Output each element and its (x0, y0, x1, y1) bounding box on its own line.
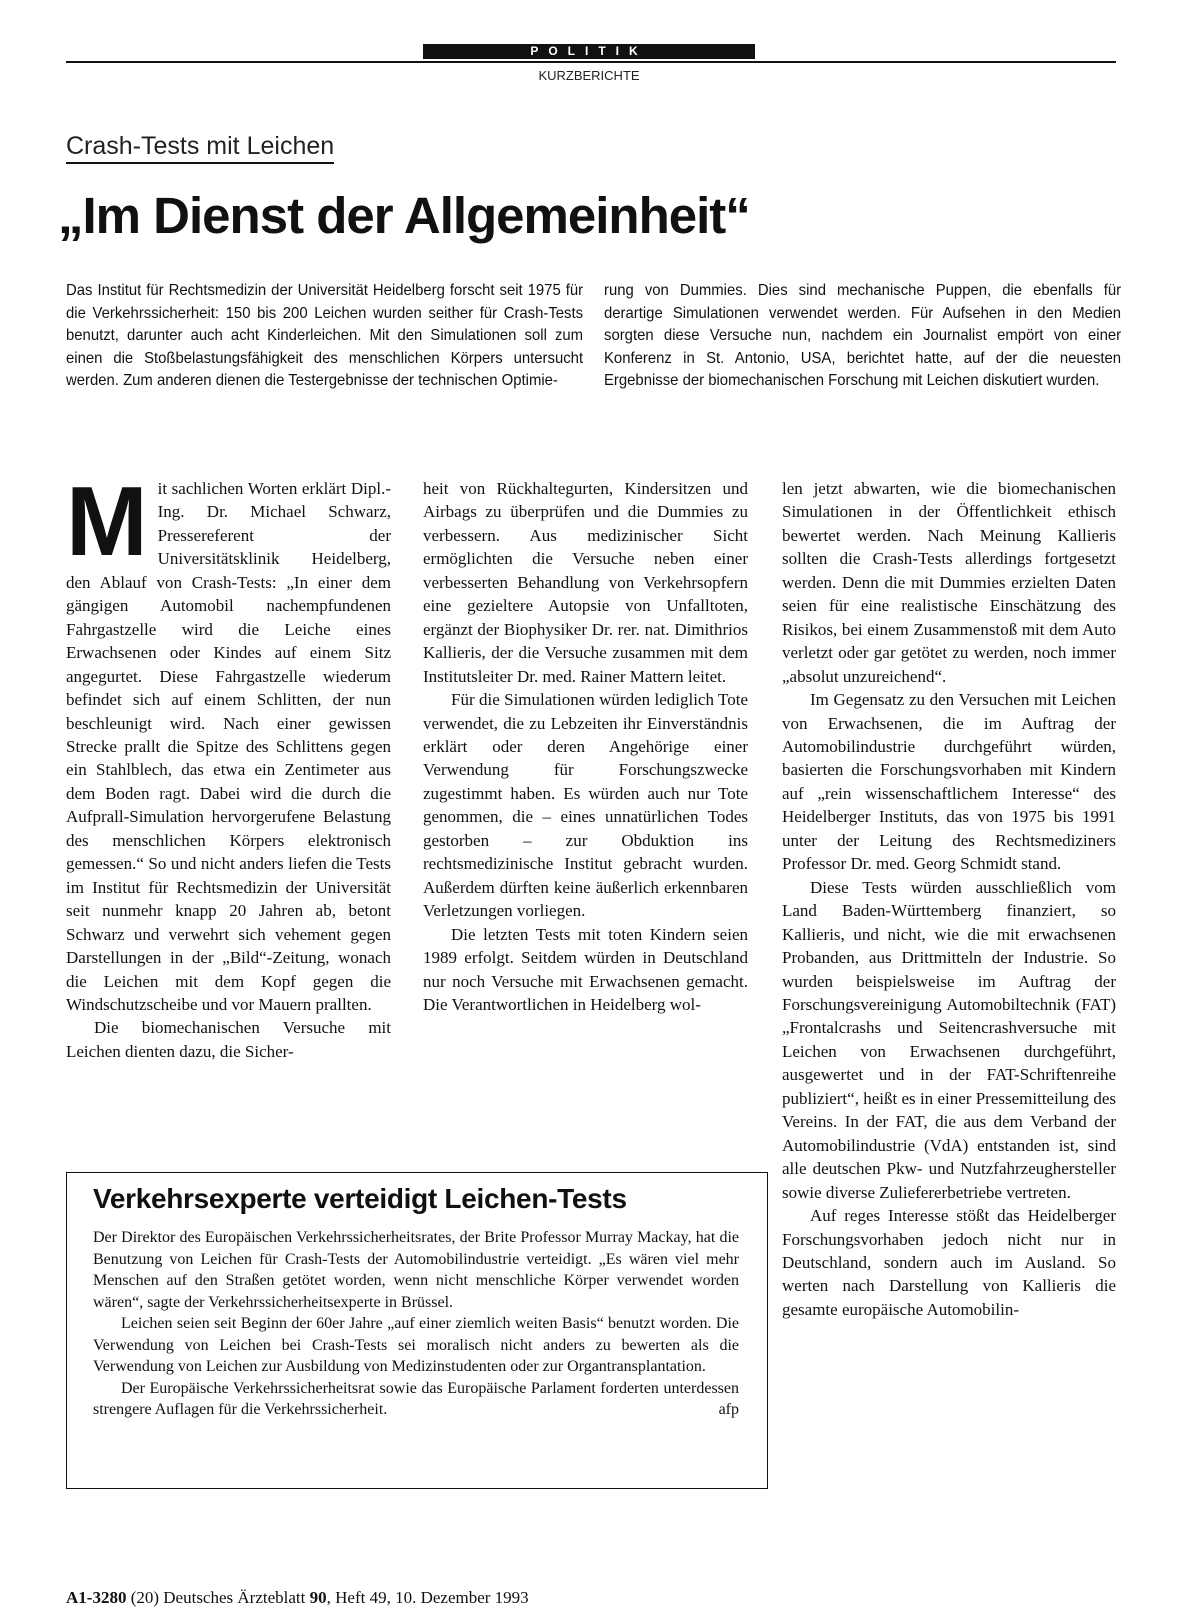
page-footer (66, 1588, 529, 1608)
journal-name: (20) Deutsches Ärzteblatt (130, 1588, 306, 1607)
section-label: POLITIK (423, 44, 755, 59)
body-text: it sachlichen Worten erklärt Dipl.-Ing. Dr. Michael Schwarz, Pressereferent der Universitätsklinik Heidelberg, den Ablauf von Crash-Tests: „In einer dem gängigen Automobil nachempfundenen Fahrgastzelle wird die Leiche eines Erwachsenen oder Kindes auf einem Sitz angegurtet. Diese Fahrgastzelle wiederum befindet sich auf einem Schlitten, der nun beschleunigt wird. Nach einer gewissen Strecke prallt die Spitze des Schlittens gegen ein Stahlblech, das etwa ein Zentimeter aus dem Boden ragt. Dabei wird die durch die Aufprall-Simulation hervorgerufene Belastung des menschlichen Körpers elektronisch gemessen.“ So und nicht anders liefen die Tests im Institut für Rechtsmedizin der Universität seit nunmehr knapp 20 Jahren ab, betont Schwarz und verwehrt sich vehement gegen Darstellungen in der „Bild“-Zeitung, wonach die Leichen mit dem Kopf gegen die Windschutzscheibe und vor Mauern prallten. (66, 479, 391, 1014)
sidebar-text: Der Europäische Verkehrssicherheitsrat sowie das Europäische Parlament forderten unterdessen strengere Auflagen für die Verkehrssicherheit. (93, 1379, 739, 1418)
sidebar-box (66, 1172, 768, 1489)
lead-paragraph-right: rung von Dummies. Dies sind mechanische Puppen, die ebenfalls für derartige Simulationen verwendet werden. Für Aufsehen in den Medien sorgten diese Versuche nun, nachdem ein Journalist empört von einer Konferenz in St. Antonio, USA, berichtet hatte, auf der die neuesten Ergebnisse der biomechanischen Forschung mit Leichen diskutiert wurden. (604, 282, 1122, 390)
sidebar-paragraph: Der Direktor des Europäischen Verkehrssicherheitsrates, der Brite Professor Murray Mackay, hat die Benutzung von Leichen für Crash-Tests der Automobilindustrie verteidigt. „Es wären viel mehr Menschen auf den Straßen getötet worden, wenn nicht menschliche Körper verwendet worden wären“, sagte der Verkehrssicherheitsexperte in Brüssel. (93, 1229, 739, 1311)
article-headline: „Im Dienst der Allgemeinheit“ (58, 187, 750, 244)
sidebar-title: Verkehrsexperte verteidigt Leichen-Tests (93, 1183, 627, 1214)
body-paragraph (66, 466, 391, 1016)
sidebar-credit: afp (718, 1401, 739, 1418)
subsection-label: KURZBERICHTE (538, 68, 640, 83)
body-paragraph: heit von Rückhaltegurten, Kindersitzen und Airbags zu überprüfen und die Dummies zu verbessern. Aus medizinischer Sicht ermöglichten die Versuche neben einer verbesserten Behandlung von Verkehrsopfern eine gezieltere Autopsie von Unfalltoten, ergänzt der Biophysiker Dr. rer. nat. Dimithrios Kallieris, der die Versuche zusammen mit dem Institutsleiter Dr. med. Rainer Mattern leitet. (423, 479, 748, 686)
body-paragraph: Für die Simulationen würden lediglich Tote verwendet, die zu Lebzeiten ihr Einverständnis erklärt oder deren Angehörige einer Verwendung für Forschungszwecke zugestimmt haben. Es würden auch nur Tote genommen, die – eines unnatürlichen Todes gestorben – zur Obduktion ins rechtsmedizinische Institut gebracht wurden. Außerdem dürften keine äußerlich erkennbaren Verletzungen vorliegen. (423, 690, 748, 921)
sidebar-paragraph: Leichen seien seit Beginn der 60er Jahre „auf einer ziemlich weiten Basis“ benutzt worden. Die Verwendung von Leichen bei Crash-Tests sei moralisch nicht anders zu bewerten als die Verwendung von Leichen zur Ausbildung von Medizinstudenten oder zur Organtransplantation. (93, 1315, 739, 1375)
body-column-1 (66, 466, 391, 1063)
body-paragraph: Die biomechanischen Versuche mit Leichen dienten dazu, die Sicher- (66, 1018, 391, 1061)
journal-volume: 90 (309, 1588, 327, 1607)
body-paragraph: Diese Tests würden ausschließlich vom Land Baden-Württemberg finanziert, so Kallieris, und nicht, wie die mit erwachsenen Probanden, aus Drittmitteln der Industrie. So wurden beispielsweise im Auftrag der Forschungsvereinigung Automobiltechnik (FAT) „Frontalcrashs und Seitencrashversuche mit Leichen von Erwachsenen durchgeführt, ausgewertet und in der FAT-Schriftenreihe publiziert“, heißt es in einer Pressemitteilung des Vereins. In der FAT, die aus dem Verband der Automobilindustrie (VdA) entstanden ist, sind alle deutschen Pkw- und Nutzfahrzeughersteller sowie diverse Zuliefererbetriebe vertreten. (782, 877, 1116, 1202)
sidebar-paragraph (93, 1378, 739, 1421)
body-paragraph: len jetzt abwarten, wie die biomechanischen Simulationen in der Öffentlichkeit ethisch bewertet werden. Nach Meinung Kallieris sollten die Crash-Tests allerdings fortgesetzt werden. Denn die mit Dummies erzielten Daten seien für eine realistische Einschätzung des Risikos, bei einem Zusammenstoß mit dem Auto verletzt oder gar getötet zu werden, noch immer „absolut unzureichend“. (782, 479, 1116, 686)
page-id: A1-3280 (66, 1588, 127, 1607)
body-column-2 (423, 477, 748, 1016)
body-column-3 (782, 477, 1116, 1321)
body-paragraph: Die letzten Tests mit toten Kindern seien 1989 erfolgt. Seitdem würden in Deutschland nur noch Versuche mit Erwachsenen gemacht. Die Verantwortlichen in Heidelberg wol- (423, 924, 748, 1014)
issue-date: , Heft 49, 10. Dezember 1993 (326, 1588, 529, 1607)
body-paragraph: Im Gegensatz zu den Versuchen mit Leichen von Erwachsenen, die im Auftrag der Automobilindustrie durchgeführt würden, basierten die Forschungsvorhaben mit Kindern auf „rein wissenschaftlichem Interesse“ des Heidelberger Instituts, das von 1975 bis 1991 unter der Leitung des Rechtsmediziners Professor Dr. med. Georg Schmidt stand. (782, 690, 1116, 874)
article-kicker: Crash-Tests mit Leichen (66, 131, 334, 164)
body-paragraph: Auf reges Interesse stößt das Heidelberger Forschungsvorhaben jedoch nicht nur in Deutschland, sondern auch im Ausland. So werten nach Darstellung von Kallieris die gesamte europäische Automobilin- (782, 1206, 1116, 1319)
lead-paragraph-left: Das Institut für Rechtsmedizin der Universität Heidelberg forscht seit 1975 für die Verkehrssicherheit: 150 bis 200 Leichen wurden seither für Crash-Tests benutzt, darunter auch acht Kinderleichen. Mit den Simulationen soll zum einen die Stoßbelastungsfähigkeit des menschlichen Körpers untersucht werden. Zum anderen dienen die Testergebnisse der technischen Optimie- (66, 282, 584, 390)
header-rule (66, 61, 1116, 63)
drop-cap: M (66, 466, 148, 576)
sidebar-body (93, 1227, 739, 1421)
